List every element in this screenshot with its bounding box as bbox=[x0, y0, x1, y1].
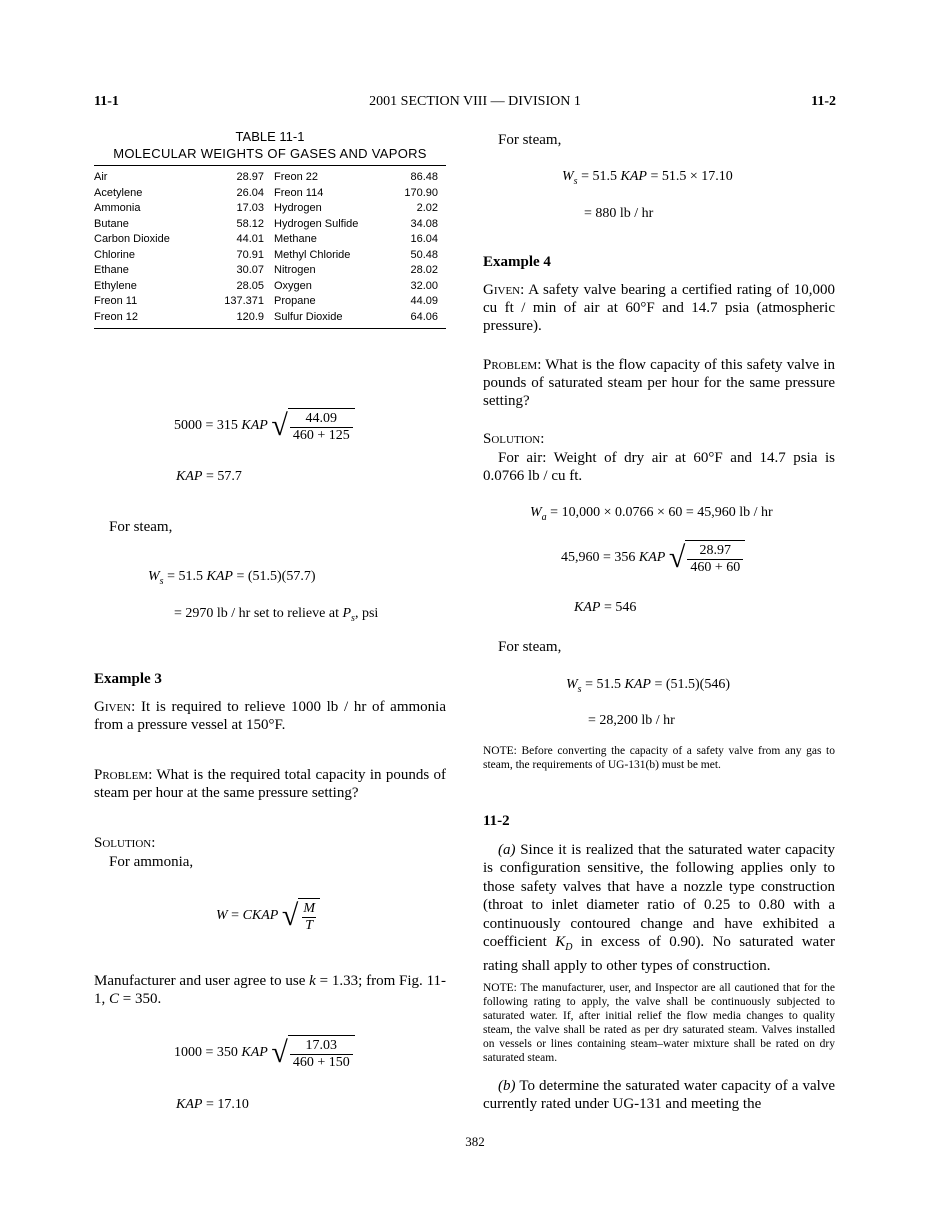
molecular-weight: 34.08 bbox=[410, 217, 438, 230]
molecular-weight: 58.12 bbox=[236, 217, 264, 230]
molecular-weight: 17.03 bbox=[236, 202, 264, 214]
gas-name: Freon 22 bbox=[274, 171, 319, 183]
gas-name: Propane bbox=[274, 295, 316, 307]
gas-name: Acetylene bbox=[94, 186, 143, 199]
molecular-weight: 28.97 bbox=[236, 171, 264, 183]
page-number: 382 bbox=[465, 1134, 485, 1149]
molecular-weight: 32.00 bbox=[410, 279, 438, 292]
molecular-weight: 120.9 bbox=[236, 310, 264, 323]
gas-name: Oxygen bbox=[274, 279, 312, 292]
solution-label-left: Solution: bbox=[94, 835, 156, 851]
table-body bbox=[94, 165, 446, 329]
note-saturated-water: NOTE: The manufacturer, user, and Inspector are all cautioned that for the following rating to apply, the valve shall be continuously subjected to saturated water. If, after initial relief the flow media changes to quality steam, the valve shall be rated as per dry saturated steam. Valves installed on vessels or lines containing steam–water mixture shall be rated on dry saturated steam. bbox=[483, 982, 835, 1064]
equation-2970: = 2970 lb / hr set to relieve at $P_s$, psi bbox=[174, 606, 379, 624]
gas-name: Ethylene bbox=[94, 279, 137, 292]
equation-kap-546: KAP = 546 bbox=[574, 600, 637, 615]
gas-name: Ammonia bbox=[94, 202, 141, 214]
gas-name: Butane bbox=[94, 217, 129, 230]
equation-880: = 880 lb / hr bbox=[584, 206, 654, 221]
molecular-weight: 26.04 bbox=[236, 186, 264, 199]
for-steam-right-1: For steam, bbox=[498, 132, 562, 148]
equation-ws-left: $W_s = 51.5$ KAP = (51.5)(57.7) bbox=[148, 569, 316, 587]
equation-ws-546: $W_s = 51.5$ KAP = (51.5)(546) bbox=[566, 677, 730, 695]
gas-name: Freon 11 bbox=[94, 295, 138, 307]
example-3-title: Example 3 bbox=[94, 671, 162, 687]
molecular-weight: 28.02 bbox=[410, 264, 438, 276]
gas-name: Methyl Chloride bbox=[274, 248, 351, 261]
for-steam-right-2: For steam, bbox=[498, 639, 562, 655]
solution-label-right: Solution: bbox=[483, 431, 545, 447]
table-title: TABLE 11-1 bbox=[235, 129, 305, 144]
molecular-weight: 70.91 bbox=[236, 248, 264, 261]
example-3-problem: Problem: What is the required total capacity in pounds of steam per hour at the same pressure setting? bbox=[94, 767, 446, 801]
table-row bbox=[94, 279, 446, 295]
molecular-weight: 44.01 bbox=[236, 233, 264, 245]
equation-45960: 45,960 = 356 KAP √ $\frac{28.97}{460 + 60}$ bbox=[561, 540, 745, 576]
example-3-given: Given: It is required to relieve 1000 lb / hr of ammonia from a pressure vessel at 150°F. bbox=[94, 699, 446, 733]
molecular-weight: 50.48 bbox=[410, 248, 438, 261]
gas-name: Air bbox=[94, 171, 108, 183]
header-left: 11-1 bbox=[94, 94, 119, 109]
section-11-2-title: 11-2 bbox=[483, 813, 510, 829]
molecular-weight: 170.90 bbox=[404, 186, 438, 199]
equation-w-ckap: W = CKAP √ $\frac{M}{T}$ bbox=[216, 898, 320, 934]
equation-kap-57: KAP = 57.7 bbox=[176, 469, 242, 484]
molecular-weight: 44.09 bbox=[410, 295, 438, 307]
gas-name: Ethane bbox=[94, 264, 129, 276]
gas-name: Hydrogen Sulfide bbox=[274, 217, 359, 230]
equation-wa: $W_a = 10,000 \times 0.0766 \times 60 = 45,960$ lb / hr bbox=[530, 505, 773, 523]
gas-name: Sulfur Dioxide bbox=[274, 310, 343, 323]
molecular-weight: 2.02 bbox=[416, 202, 438, 214]
table-row bbox=[94, 232, 446, 248]
equation-5000: 5000 = 315 KAP √ $\frac{44.09}{460 + 125}$ bbox=[174, 408, 355, 444]
equation-1000: 1000 = 350 KAP √ $\frac{17.03}{460 + 150}$ bbox=[174, 1035, 355, 1071]
paragraph-b: (b) To determine the saturated water capacity of a valve currently rated under UG-131 and meeting the bbox=[483, 1078, 836, 1113]
molecular-weight: 16.04 bbox=[410, 233, 438, 245]
molecular-weight: 28.05 bbox=[236, 279, 264, 292]
for-ammonia: For ammonia, bbox=[109, 854, 194, 870]
example-4-given: Given: A safety valve bearing a certified rating of 10,000 cu ft / min of air at 60°F and 14.7 psia (atmospheric pressure). bbox=[483, 282, 835, 334]
gas-name: Freon 12 bbox=[94, 310, 139, 323]
molecular-weight: 64.06 bbox=[410, 310, 438, 323]
gas-name: Carbon Dioxide bbox=[94, 233, 170, 245]
example-4-title: Example 4 bbox=[483, 254, 551, 270]
for-steam-left: For steam, bbox=[109, 519, 173, 535]
table-row bbox=[94, 310, 446, 326]
table-row bbox=[94, 217, 446, 233]
table-row bbox=[94, 248, 446, 264]
equation-28200: = 28,200 lb / hr bbox=[588, 713, 675, 728]
table-row bbox=[94, 186, 446, 202]
table-row bbox=[94, 263, 446, 279]
header-center: 2001 SECTION VIII — DIVISION 1 bbox=[369, 94, 581, 109]
gas-name: Methane bbox=[274, 233, 317, 245]
for-air: For air: Weight of dry air at 60°F and 14.7 psia is 0.0766 lb / cu ft. bbox=[483, 450, 835, 484]
molecular-weight: 30.07 bbox=[236, 264, 264, 276]
gas-name: Freon 114 bbox=[274, 186, 324, 199]
header-right: 11-2 bbox=[811, 94, 836, 109]
table-row bbox=[94, 294, 446, 310]
gas-name: Chlorine bbox=[94, 248, 135, 261]
gas-name: Hydrogen bbox=[274, 202, 322, 214]
table-11-1 bbox=[94, 128, 446, 329]
equation-ws-880: $W_s = 51.5$ KAP = 51.5 × 17.10 bbox=[562, 169, 733, 187]
molecular-weight: 137.371 bbox=[224, 295, 264, 307]
example-4-problem: Problem: What is the flow capacity of this safety valve in pounds of saturated steam per hour for the same pressure setting? bbox=[483, 357, 835, 409]
molecular-weight: 86.48 bbox=[410, 171, 438, 183]
table-subtitle: MOLECULAR WEIGHTS OF GASES AND VAPORS bbox=[113, 146, 427, 161]
note-ug131: NOTE: Before converting the capacity of a safety valve from any gas to steam, the requirements of UG-131(b) must be met. bbox=[483, 745, 835, 771]
manufacturer-agreement: Manufacturer and user agree to use k = 1.33; from Fig. 11-1, C = 350. bbox=[94, 973, 447, 1007]
table-row bbox=[94, 201, 446, 217]
gas-name: Nitrogen bbox=[274, 264, 316, 276]
equation-kap-17: KAP = 17.10 bbox=[176, 1097, 249, 1112]
table-row bbox=[94, 170, 446, 186]
paragraph-a: (a) Since it is realized that the saturated water capacity is configuration sensitive, the following applies only to those safety valves that have a nozzle type construction (throat to inlet diameter ratio of 0.25 to 0.80 with a continuously contoured change and have exhibited a coefficient $K_D$ in excess of 0.90). No saturated water rating shall apply to other types of construction. bbox=[483, 842, 836, 975]
